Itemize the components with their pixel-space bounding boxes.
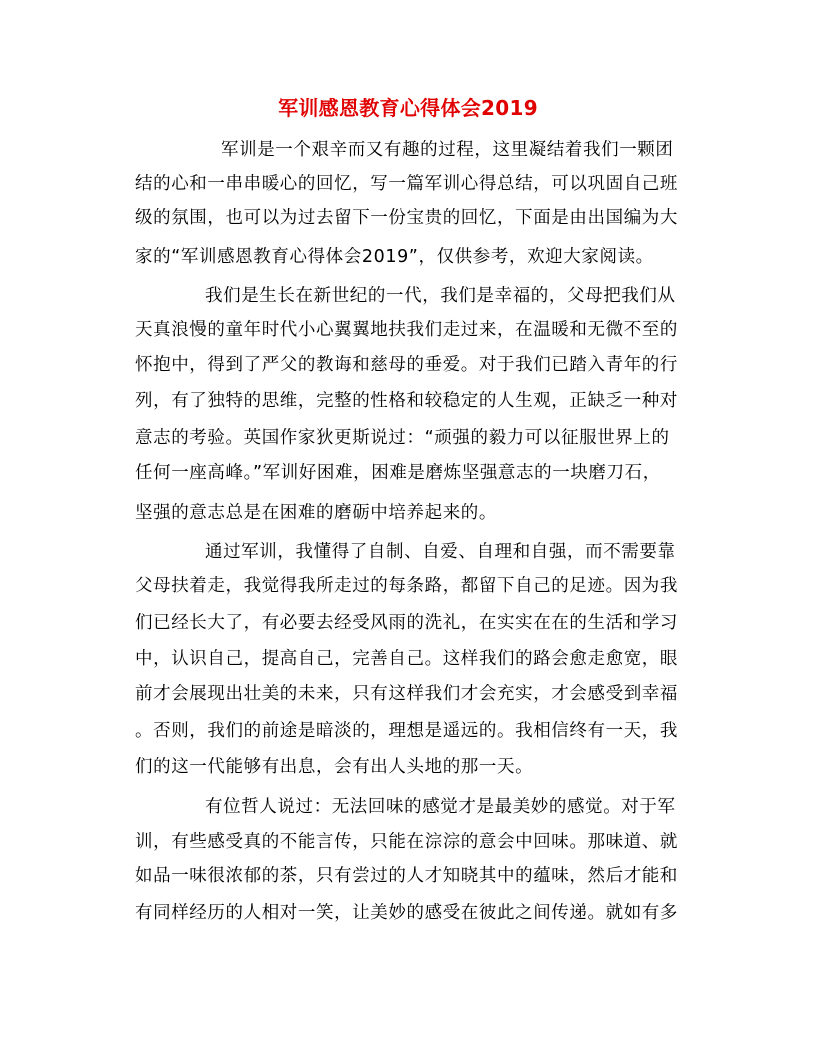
paragraph-1-line-2: 结的心和一串串暖心的回忆，写一篇军训心得总结，可以巩固自己班 bbox=[135, 174, 678, 194]
paragraph-3-line-1: 通过军训，我懂得了自制、自爱、自理和自强，而不需要靠 bbox=[205, 542, 676, 562]
paragraph-1-line-1: 军训是一个艰辛而又有趣的过程，这里凝结着我们一颗团 bbox=[221, 140, 674, 160]
paragraph-2-line-3: 怀抱中，得到了严父的教诲和慈母的垂爱。对于我们已踏入青年的行 bbox=[135, 355, 678, 375]
paragraph-2-line-7: 坚强的意志总是在困难的磨砺中培养起来的。 bbox=[135, 503, 497, 523]
document-title: 军训感恩教育心得体会2019 bbox=[278, 96, 538, 120]
paragraph-3-line-4: 中，认识自己，提高自己，完善自己。这样我们的路会愈走愈宽，眼 bbox=[135, 649, 678, 669]
paragraph-4-line-3: 如品一味很浓郁的茶，只有尝过的人才知晓其中的蕴味，然后才能和 bbox=[135, 866, 678, 886]
paragraph-3-line-3: 们已经长大了，有必要去经受风雨的洗礼，在实实在在的生活和学习 bbox=[135, 613, 678, 633]
paragraph-2-line-4: 列，有了独特的思维，完整的性格和较稳定的人生观，正缺乏一种对 bbox=[135, 391, 678, 411]
paragraph-3-line-6: 。否则，我们的前途是暗淡的，理想是遥远的。我相信终有一天，我 bbox=[135, 721, 678, 741]
paragraph-1-line-3: 级的氛围，也可以为过去留下一份宝贵的回忆，下面是由出国编为大 bbox=[135, 208, 678, 228]
paragraph-3-line-2: 父母扶着走，我觉得我所走过的每条路，都留下自己的足迹。因为我 bbox=[135, 576, 678, 596]
paragraph-3-line-5: 前才会展现出壮美的未来，只有这样我们才会充实，才会感受到幸福 bbox=[135, 684, 678, 704]
paragraph-4-line-1: 有位哲人说过：无法回味的感觉才是最美妙的感觉。对于军 bbox=[205, 797, 676, 817]
paragraph-4-line-4: 有同样经历的人相对一笑，让美妙的感受在彼此之间传递。就如有多 bbox=[135, 903, 678, 923]
paragraph-4-line-2: 训，有些感受真的不能言传，只能在淙淙的意会中回味。那味道、就 bbox=[135, 832, 678, 852]
paragraph-2-line-2: 天真浪慢的童年时代小心翼翼地扶我们走过来，在温暖和无微不至的 bbox=[135, 320, 678, 340]
paragraph-2-line-5: 意志的考验。英国作家狄更斯说过：“顽强的毅力可以征服世界上的 bbox=[135, 428, 670, 448]
paragraph-2-line-6: 任何一座高峰。”军训好困难，困难是磨炼坚强意志的一块磨刀石， bbox=[135, 463, 661, 483]
paragraph-3-line-7: 们的这一代能够有出息，会有出人头地的那一天。 bbox=[135, 757, 534, 777]
paragraph-2-line-1: 我们是生长在新世纪的一代，我们是幸福的，父母把我们从 bbox=[205, 286, 676, 306]
paragraph-1-line-4: 家的“军训感恩教育心得体会2019”，仅供参考，欢迎大家阅读。 bbox=[135, 247, 654, 267]
